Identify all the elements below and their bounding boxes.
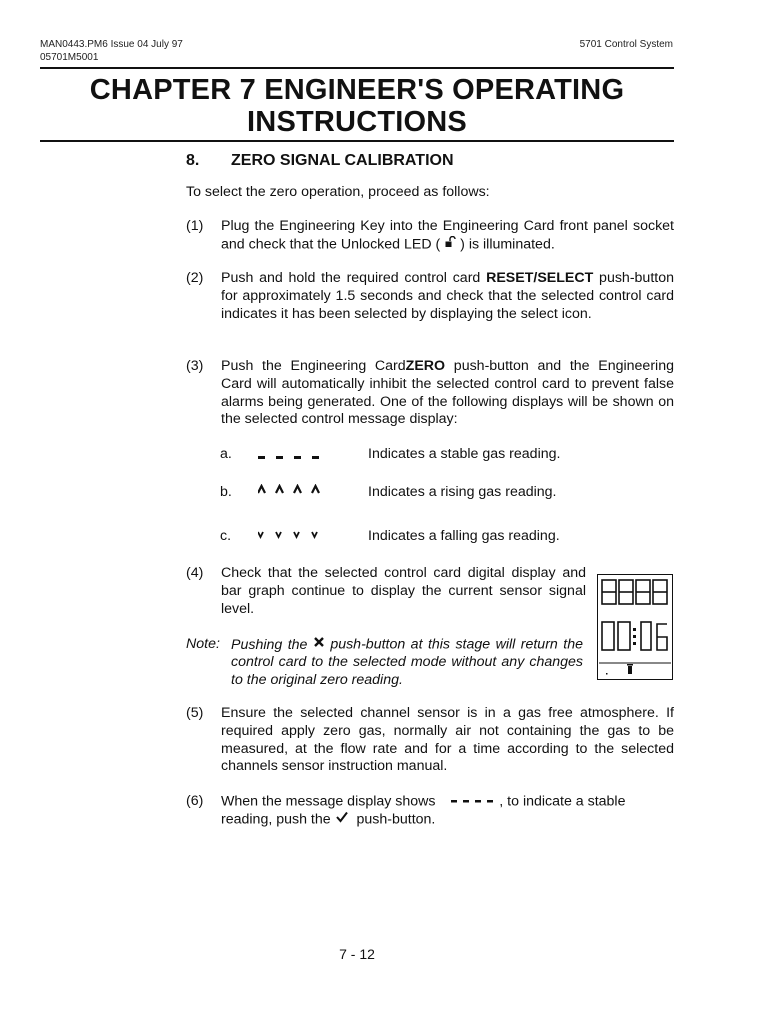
zero-label: ZERO	[405, 358, 446, 374]
chapter-title-line2: INSTRUCTIONS	[247, 106, 467, 138]
display-description: Indicates a falling gas reading.	[368, 528, 560, 544]
document-header-left	[40, 38, 183, 64]
reset-select-label: RESET/SELECT	[486, 270, 594, 286]
section-title: ZERO SIGNAL CALIBRATION	[231, 152, 454, 169]
note-text: Pushing the	[231, 636, 308, 653]
step-text: push-button and the Engineering Card will automatically inhibit the selected control card to prevent false alarms being generated. One of the following displays will be shown on the selected control message display:	[221, 358, 674, 428]
step-number: (3)	[186, 358, 204, 374]
tick-icon	[335, 811, 349, 829]
step-text: Plug the Engineering Key into the Engineering Card front panel socket and check that the Unlocked LED (	[221, 218, 674, 253]
step-number: (4)	[186, 565, 204, 581]
step-2	[186, 270, 674, 323]
section-heading	[186, 151, 454, 171]
display-description: Indicates a stable gas reading.	[368, 446, 561, 462]
top-rule	[40, 67, 674, 69]
rising-carets-icon	[258, 484, 328, 503]
step-text: Push and hold the required control card	[221, 270, 487, 286]
bottom-rule	[40, 140, 674, 142]
chapter-title	[40, 74, 674, 138]
step-text: push-button for approximately 1.5 seconds and check that the selected control card indicates it has been selected by displaying the select icon.	[221, 270, 674, 322]
note-text: push-button at this stage will return the control card to the selected mode without any changes to the original zero reading.	[231, 636, 583, 689]
note-label: Note:	[186, 636, 220, 652]
step-number: (1)	[186, 218, 204, 234]
unlocked-padlock-icon	[444, 236, 456, 254]
display-letter: b.	[220, 484, 232, 500]
page-number: 7 - 12	[339, 946, 375, 962]
step-text: , to indicate a stable reading, push the	[221, 793, 626, 829]
step-3	[186, 358, 674, 429]
display-letter: a.	[220, 446, 232, 462]
stable-dashes-icon	[258, 446, 328, 467]
step-text: ) is illuminated.	[460, 236, 555, 253]
document-part-number: 05701M5001	[40, 52, 99, 63]
step-text: Ensure the selected channel sensor is in a gas free atmosphere. If required apply zero gas, normally air not containing the gas to be measured, at the flow rate and for a time according to the selected channels sensor instruction manual.	[221, 705, 674, 775]
chapter-title-line1: CHAPTER 7 ENGINEER'S OPERATING	[89, 74, 625, 106]
stable-dashes-icon	[451, 793, 499, 811]
step-1	[186, 218, 674, 254]
control-card-display-icon	[597, 574, 673, 680]
step-text: Check that the selected control card digital display and bar graph continue to display the current sensor signal level.	[221, 565, 586, 617]
document-ref: MAN0443.PM6 Issue 04 July 97	[40, 39, 183, 50]
step-6	[186, 793, 674, 830]
step-text: When the message display shows	[221, 793, 436, 810]
falling-vees-icon	[258, 528, 328, 547]
step-text: Push the Engineering Card	[221, 358, 406, 374]
step-number: (5)	[186, 705, 204, 721]
note	[186, 636, 583, 690]
cross-icon	[313, 636, 325, 654]
display-description: Indicates a rising gas reading.	[368, 484, 557, 500]
display-letter: c.	[220, 528, 232, 544]
step-4	[186, 565, 586, 618]
step-text: push-button.	[356, 812, 436, 829]
step-number: (6)	[186, 793, 204, 809]
step-5	[186, 705, 674, 776]
intro-text: To select the zero operation, proceed as follows:	[186, 184, 490, 200]
step-number: (2)	[186, 270, 204, 286]
document-header-right: 5701 Control System	[579, 39, 673, 50]
section-number: 8.	[186, 152, 200, 169]
